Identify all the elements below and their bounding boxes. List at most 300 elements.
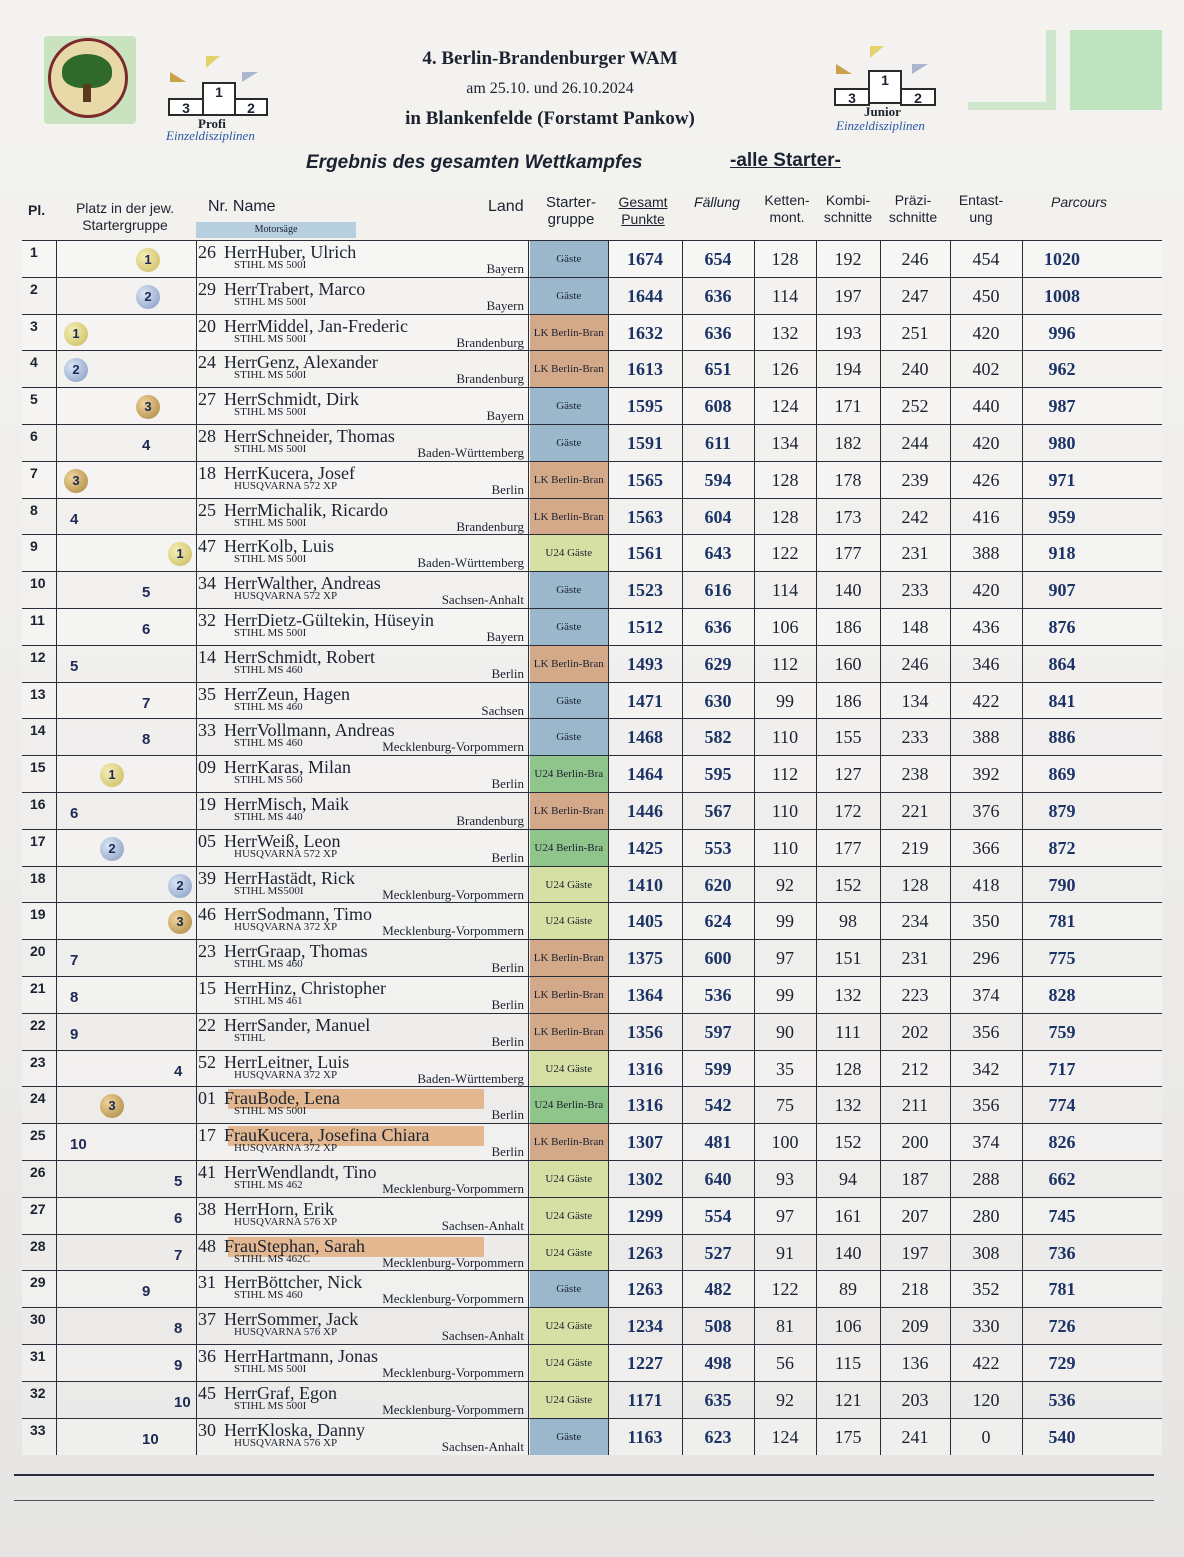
score-k: 122 xyxy=(771,1279,799,1300)
score-k: 124 xyxy=(771,1426,799,1447)
full-name: Kloska, Danny xyxy=(256,1419,365,1440)
score-par: 841 xyxy=(1048,690,1076,711)
salutation: Herr xyxy=(224,242,257,262)
salutation: Herr xyxy=(224,462,257,483)
score-par: 971 xyxy=(1048,469,1076,490)
salutation: Frau xyxy=(224,1088,257,1109)
score-ko: 192 xyxy=(834,249,862,269)
score-gesamt: 1405 xyxy=(627,911,663,932)
group-rank: 4 xyxy=(142,437,151,454)
chainsaw-model: STIHL MS 460 xyxy=(234,1289,303,1302)
score-k: 114 xyxy=(771,580,799,601)
starter-number: 23 xyxy=(198,941,216,962)
score-gesamt: 1674 xyxy=(627,249,663,269)
junior-sublabel: Einzeldisziplinen xyxy=(836,118,925,133)
score-par: 864 xyxy=(1048,653,1076,674)
starter-group: Gäste xyxy=(530,1271,609,1307)
starter-group: LK Berlin-Bran xyxy=(530,315,609,351)
federal-state: Mecklenburg-Vorpommern xyxy=(382,1401,524,1417)
chainsaw-model: STIHL MS 460 xyxy=(234,700,303,713)
starter-number: 30 xyxy=(198,1419,216,1440)
federal-state: Berlin xyxy=(491,776,524,792)
starter-number: 28 xyxy=(198,426,216,446)
column-divider xyxy=(56,793,57,829)
starter-number: 39 xyxy=(198,867,216,888)
column-divider xyxy=(56,388,57,424)
starter-number: 41 xyxy=(198,1162,216,1182)
chainsaw-model: HUSQVARNA 372 XP xyxy=(234,1068,338,1081)
salutation: Herr xyxy=(224,1419,257,1440)
starter-group: Gäste xyxy=(530,719,609,755)
score-gesamt: 1591 xyxy=(627,433,663,453)
result-heading: Ergebnis des gesamten Wettkampfes xyxy=(306,152,643,173)
score-ko: 106 xyxy=(834,1316,862,1337)
score-ko: 111 xyxy=(835,1021,861,1042)
score-gesamt: 1227 xyxy=(627,1353,663,1373)
group-rank: 9 xyxy=(142,1283,151,1301)
col-header-land: Land xyxy=(488,198,524,215)
starter-group: U24 Gäste xyxy=(530,1382,609,1418)
score-p: 240 xyxy=(901,359,929,380)
score-k: 110 xyxy=(771,801,799,821)
score-ko: 193 xyxy=(834,322,862,343)
starter-number: 48 xyxy=(198,1235,216,1256)
score-par: 959 xyxy=(1048,506,1076,527)
score-e: 422 xyxy=(972,690,1000,711)
chainsaw-model: STIHL MS 461 xyxy=(234,995,303,1007)
score-k: 132 xyxy=(771,322,799,343)
column-divider xyxy=(56,1382,57,1418)
score-f: 623 xyxy=(704,1426,732,1447)
score-ko: 115 xyxy=(834,1353,862,1373)
table-row xyxy=(22,1123,1162,1160)
land-cell xyxy=(196,1308,524,1344)
federal-state: Brandenburg xyxy=(456,334,524,350)
score-par: 736 xyxy=(1048,1242,1076,1263)
chainsaw-model: STIHL MS 500I xyxy=(234,516,307,529)
score-par: 996 xyxy=(1048,322,1076,343)
full-name: Stephan, Sarah xyxy=(257,1235,365,1256)
land-cell xyxy=(196,683,524,719)
table-row xyxy=(22,682,1162,719)
rank-cell: 1 xyxy=(30,244,38,260)
starter-group: LK Berlin-Bran xyxy=(530,499,609,535)
score-e: 346 xyxy=(972,653,1000,674)
starter-group: U24 Berlin-Bra xyxy=(530,1087,609,1123)
chainsaw-model: STIHL MS 500I xyxy=(234,627,307,639)
land-cell xyxy=(196,278,524,314)
score-k: 106 xyxy=(771,617,799,637)
score-p: 241 xyxy=(901,1426,929,1447)
land-cell xyxy=(196,1161,524,1197)
rank-cell: 10 xyxy=(30,575,46,592)
full-name: Horn, Erik xyxy=(256,1198,334,1219)
table-row xyxy=(22,1344,1162,1381)
score-f: 651 xyxy=(704,359,732,380)
score-par: 717 xyxy=(1048,1058,1076,1079)
column-divider xyxy=(56,1124,57,1160)
rank-cell: 2 xyxy=(30,280,38,297)
score-k: 128 xyxy=(771,469,799,490)
score-k: 110 xyxy=(771,837,799,858)
table-row xyxy=(22,498,1162,535)
federal-state: Berlin xyxy=(491,997,524,1012)
table-row xyxy=(22,902,1162,939)
score-gesamt: 1356 xyxy=(627,1021,663,1042)
rank-cell: 9 xyxy=(30,538,38,555)
rank-cell: 30 xyxy=(30,1311,46,1328)
starter-number: 18 xyxy=(198,462,216,483)
starter-number: 25 xyxy=(198,499,216,520)
salutation: Herr xyxy=(224,499,257,520)
score-k: 90 xyxy=(776,1021,794,1042)
full-name: Middel, Jan-Frederic xyxy=(256,315,408,336)
full-name: Wendlandt, Tino xyxy=(256,1162,377,1182)
salutation: Herr xyxy=(224,830,257,851)
land-cell xyxy=(196,462,524,498)
score-f: 636 xyxy=(704,617,732,637)
score-k: 114 xyxy=(771,285,799,306)
salutation: Herr xyxy=(224,978,257,998)
col-header-parcours: Parcours xyxy=(1050,194,1108,210)
col-header-faellung: Fällung xyxy=(694,194,740,210)
federal-state: Sachsen xyxy=(481,702,524,718)
column-divider xyxy=(56,940,57,976)
group-rank: 8 xyxy=(142,731,151,749)
starter-group: Gäste xyxy=(530,278,609,314)
score-k: 92 xyxy=(776,1389,794,1410)
podium-first: 1 xyxy=(202,82,236,116)
score-ko: 98 xyxy=(839,911,857,932)
salutation: Herr xyxy=(224,1014,257,1035)
score-e: 342 xyxy=(972,1058,1000,1079)
score-f: 630 xyxy=(704,690,732,711)
score-gesamt: 1364 xyxy=(627,985,663,1005)
col-header-motorsaege: Motorsäge xyxy=(196,222,356,238)
score-gesamt: 1307 xyxy=(627,1132,663,1153)
table-row xyxy=(22,645,1162,682)
score-k: 99 xyxy=(776,911,794,932)
green-decoration xyxy=(1046,30,1056,110)
federal-state: Brandenburg xyxy=(456,371,524,387)
score-ko: 186 xyxy=(834,617,862,637)
score-e: 392 xyxy=(972,764,1000,785)
event-dates: am 25.10. und 26.10.2024 xyxy=(466,80,634,97)
score-gesamt: 1410 xyxy=(627,874,663,895)
full-name: Sodmann, Timo xyxy=(256,904,373,925)
starter-number: 38 xyxy=(198,1198,216,1219)
silver-medal-icon: 2 xyxy=(64,358,88,382)
salutation: Herr xyxy=(224,610,257,630)
chainsaw-model: STIHL MS 462C xyxy=(234,1252,310,1265)
rank-cell: 23 xyxy=(30,1053,46,1070)
chainsaw-model: STIHL MS 440 xyxy=(234,811,303,823)
salutation: Herr xyxy=(224,1309,257,1330)
score-par: 918 xyxy=(1048,543,1076,564)
score-gesamt: 1375 xyxy=(627,948,663,969)
column-divider xyxy=(56,867,57,903)
score-k: 97 xyxy=(776,948,794,969)
federal-state: Sachsen-Anhalt xyxy=(441,592,524,608)
full-name: Graf, Egon xyxy=(256,1382,337,1403)
score-k: 75 xyxy=(776,1095,794,1116)
gold-medal-icon: 1 xyxy=(168,542,192,566)
chainsaw-model: STIHL MS 462 xyxy=(234,1179,303,1191)
land-cell xyxy=(196,940,524,976)
score-f: 527 xyxy=(704,1242,732,1263)
rank-cell: 33 xyxy=(30,1421,46,1438)
score-p: 211 xyxy=(901,1095,929,1116)
full-name: Huber, Ulrich xyxy=(256,242,357,262)
starter-number: 17 xyxy=(198,1125,216,1146)
salutation: Herr xyxy=(224,1051,257,1072)
score-ko: 155 xyxy=(834,727,862,748)
full-name: Böttcher, Nick xyxy=(256,1272,363,1293)
score-f: 508 xyxy=(704,1316,732,1337)
federal-state: Baden-Württemberg xyxy=(417,1070,524,1086)
chainsaw-model: STIHL MS 460 xyxy=(234,663,303,676)
salutation: Frau xyxy=(224,1235,257,1256)
score-f: 597 xyxy=(704,1021,732,1042)
starter-number: 46 xyxy=(198,904,216,925)
score-p: 238 xyxy=(901,764,929,785)
starter-number: 22 xyxy=(198,1014,216,1035)
table-row xyxy=(22,718,1162,755)
score-e: 436 xyxy=(972,617,1000,637)
score-par: 828 xyxy=(1048,985,1076,1005)
salutation: Herr xyxy=(224,1272,257,1293)
salutation: Herr xyxy=(224,389,257,410)
score-e: 420 xyxy=(972,322,1000,343)
starter-group: Gäste xyxy=(530,425,609,461)
column-divider xyxy=(56,572,57,608)
score-gesamt: 1493 xyxy=(627,653,663,674)
table-bottom-border xyxy=(14,1474,1154,1476)
score-par: 726 xyxy=(1048,1316,1076,1337)
table-row xyxy=(22,387,1162,424)
column-divider xyxy=(56,1345,57,1381)
score-gesamt: 1561 xyxy=(627,543,663,564)
salutation: Herr xyxy=(224,278,257,299)
federal-state: Mecklenburg-Vorpommern xyxy=(382,886,524,902)
full-name: Hinz, Christopher xyxy=(256,978,386,998)
score-ko: 178 xyxy=(834,469,862,490)
score-gesamt: 1563 xyxy=(627,506,663,527)
starter-number: 15 xyxy=(198,978,216,998)
col-header-gruppe: Starter- gruppe xyxy=(545,194,596,228)
score-f: 553 xyxy=(704,837,732,858)
score-p: 231 xyxy=(901,948,929,969)
column-divider xyxy=(56,1087,57,1123)
score-ko: 140 xyxy=(834,580,862,601)
podium-third: 3 xyxy=(834,88,870,106)
federal-state: Bayern xyxy=(486,261,524,276)
group-rank: 8 xyxy=(70,989,79,1006)
column-divider xyxy=(56,1419,57,1455)
score-k: 112 xyxy=(771,653,799,674)
score-par: 729 xyxy=(1048,1353,1076,1373)
score-p: 223 xyxy=(901,985,929,1005)
chainsaw-model: HUSQVARNA 572 XP xyxy=(234,847,338,860)
score-ko: 94 xyxy=(839,1169,857,1189)
starter-group: LK Berlin-Bran xyxy=(530,1014,609,1050)
rank-cell: 6 xyxy=(30,428,38,444)
chainsaw-model: STIHL MS 500I xyxy=(234,1105,307,1118)
score-ko: 171 xyxy=(834,396,862,417)
score-e: 288 xyxy=(972,1169,1000,1189)
land-cell xyxy=(196,977,524,1013)
full-name: Schmidt, Robert xyxy=(256,646,375,667)
starter-group: Gäste xyxy=(530,683,609,719)
score-p: 203 xyxy=(901,1389,929,1410)
score-gesamt: 1565 xyxy=(627,469,663,490)
table-row xyxy=(22,792,1162,829)
rank-cell: 7 xyxy=(30,464,38,481)
score-p: 202 xyxy=(901,1021,929,1042)
score-p: 200 xyxy=(901,1132,929,1153)
starter-group: LK Berlin-Bran xyxy=(530,793,609,829)
full-name: Kolb, Luis xyxy=(256,536,334,557)
score-ko: 177 xyxy=(834,543,862,564)
chainsaw-model: HUSQVARNA 572 XP xyxy=(234,479,338,492)
score-e: 0 xyxy=(981,1426,991,1447)
score-ko: 152 xyxy=(834,1132,862,1153)
column-divider xyxy=(56,351,57,387)
score-f: 654 xyxy=(704,249,732,269)
starter-number: 26 xyxy=(198,242,216,262)
starter-group: U24 Berlin-Bra xyxy=(530,830,609,866)
land-cell xyxy=(196,535,524,571)
starter-number: 14 xyxy=(198,646,216,667)
rank-cell: 11 xyxy=(30,612,45,628)
group-rank: 6 xyxy=(174,1209,183,1227)
starter-number: 47 xyxy=(198,536,216,557)
chainsaw-model: STIHL MS 500I xyxy=(234,1363,307,1375)
bronze-medal-icon: 3 xyxy=(100,1094,124,1118)
starter-number: 34 xyxy=(198,573,216,594)
score-par: 886 xyxy=(1048,727,1076,748)
score-p: 244 xyxy=(901,433,929,453)
starters-heading: -alle Starter- xyxy=(730,150,841,171)
land-cell xyxy=(196,1051,524,1087)
score-e: 402 xyxy=(972,359,1000,380)
starter-group: Gäste xyxy=(530,572,609,608)
column-divider xyxy=(56,683,57,719)
score-k: 100 xyxy=(771,1132,799,1153)
gold-medal-icon: 1 xyxy=(136,248,160,272)
group-rank: 4 xyxy=(174,1062,183,1080)
score-f: 536 xyxy=(704,985,732,1005)
score-par: 987 xyxy=(1048,396,1076,417)
chainsaw-model: STIHL MS 500I xyxy=(234,1399,307,1412)
column-divider xyxy=(56,646,57,682)
rank-cell: 27 xyxy=(30,1200,46,1217)
salutation: Herr xyxy=(224,1162,257,1182)
score-p: 251 xyxy=(901,322,929,343)
score-gesamt: 1171 xyxy=(627,1389,663,1410)
full-name: Kucera, Josef xyxy=(256,462,355,483)
full-name: Weiß, Leon xyxy=(256,830,341,851)
starter-group: U24 Berlin-Bra xyxy=(530,756,609,792)
score-ko: 127 xyxy=(834,764,862,785)
federal-state: Berlin xyxy=(491,1107,524,1123)
land-cell xyxy=(196,646,524,682)
rank-cell: 18 xyxy=(30,869,46,886)
starter-group: U24 Gäste xyxy=(530,1051,609,1087)
podium-second: 2 xyxy=(900,88,936,106)
score-par: 536 xyxy=(1048,1389,1076,1410)
rank-cell: 16 xyxy=(30,796,46,812)
score-p: 197 xyxy=(901,1242,929,1263)
score-f: 636 xyxy=(704,285,732,306)
starter-number: 20 xyxy=(198,315,216,336)
federal-state: Mecklenburg-Vorpommern xyxy=(382,923,524,939)
full-name: Leitner, Luis xyxy=(256,1051,350,1072)
table-row xyxy=(22,1197,1162,1234)
rank-cell: 31 xyxy=(30,1348,46,1364)
starter-group: U24 Gäste xyxy=(530,1198,609,1234)
score-e: 356 xyxy=(972,1095,1000,1116)
land-cell xyxy=(196,1345,524,1381)
federal-state: Brandenburg xyxy=(456,518,524,534)
score-par: 869 xyxy=(1048,764,1076,785)
full-name: Genz, Alexander xyxy=(256,352,378,373)
starter-number: 31 xyxy=(198,1272,216,1293)
score-par: 775 xyxy=(1048,948,1076,969)
col-header-platz: Platz in der jew. Startergruppe xyxy=(75,200,175,233)
land-cell xyxy=(196,903,524,939)
profi-sublabel: Einzeldisziplinen xyxy=(166,128,255,143)
score-e: 330 xyxy=(972,1316,1000,1337)
full-name: Dietz-Gültekin, Hüseyin xyxy=(256,610,434,630)
land-cell xyxy=(196,315,524,351)
rank-cell: 13 xyxy=(30,685,46,702)
column-divider xyxy=(56,609,57,645)
score-ko: 151 xyxy=(834,948,862,969)
federal-state: Brandenburg xyxy=(456,813,524,828)
chainsaw-model: STIHL MS500I xyxy=(234,884,304,897)
group-rank: 6 xyxy=(142,621,151,638)
chainsaw-model: STIHL MS 500I xyxy=(234,369,307,382)
land-cell xyxy=(196,241,524,277)
score-p: 231 xyxy=(901,543,929,564)
federal-state: Mecklenburg-Vorpommern xyxy=(382,739,524,755)
chainsaw-model: STIHL MS 500I xyxy=(234,295,307,308)
salutation: Herr xyxy=(224,867,257,888)
col-header-entast: Entast- ung xyxy=(958,192,1004,225)
salutation: Herr xyxy=(224,1198,257,1219)
score-k: 128 xyxy=(771,506,799,527)
score-ko: 175 xyxy=(834,1426,862,1447)
land-cell xyxy=(196,867,524,903)
score-par: 745 xyxy=(1048,1205,1076,1226)
starter-group: Gäste xyxy=(530,388,609,424)
score-k: 99 xyxy=(776,690,794,711)
starter-number: 52 xyxy=(198,1051,216,1072)
gold-medal-icon: 1 xyxy=(100,763,124,787)
score-f: 599 xyxy=(704,1058,732,1079)
score-par: 1008 xyxy=(1044,285,1080,306)
score-par: 662 xyxy=(1048,1169,1076,1189)
starter-group: U24 Gäste xyxy=(530,1345,609,1381)
group-rank: 8 xyxy=(174,1320,183,1338)
score-e: 350 xyxy=(972,911,1000,932)
table-row xyxy=(22,976,1162,1013)
land-cell xyxy=(196,719,524,755)
score-ko: 160 xyxy=(834,653,862,674)
score-gesamt: 1468 xyxy=(627,727,663,748)
land-cell xyxy=(196,1124,524,1160)
